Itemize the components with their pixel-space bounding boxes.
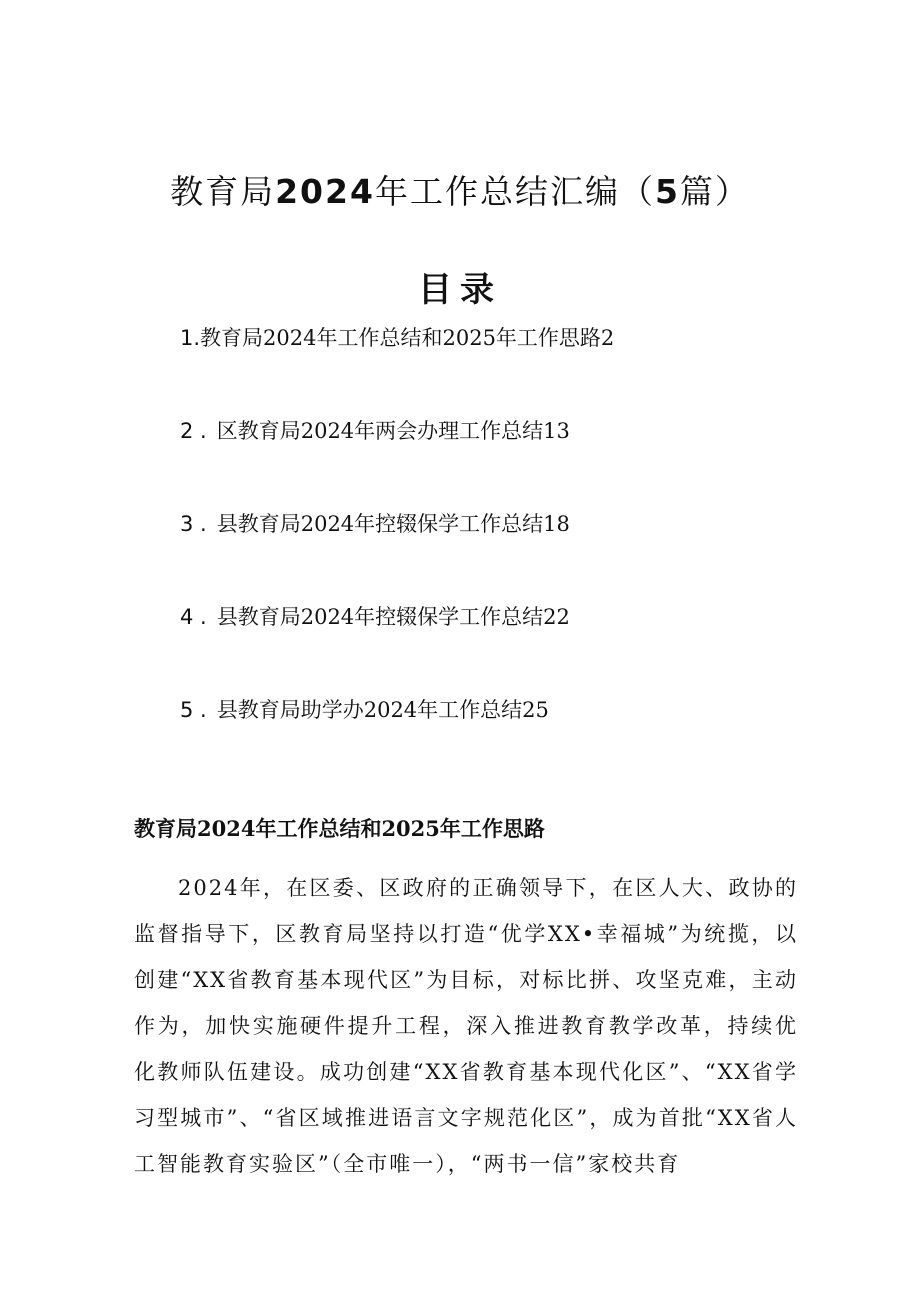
toc-item-text: 县教育局助学办2024年工作总结25 — [216, 698, 549, 722]
toc-item-5[interactable] — [180, 690, 880, 783]
toc-item-number: 4 . — [180, 605, 207, 629]
toc-heading: 目录 — [418, 270, 502, 311]
toc-item-number: 3 . — [180, 512, 207, 536]
toc-item-2[interactable] — [180, 411, 880, 504]
toc-item-number: 1. — [180, 326, 201, 350]
title-count: 5 — [654, 172, 680, 212]
toc-item-1[interactable] — [180, 318, 880, 411]
toc-item-text: 县教育局2024年控辍保学工作总结18 — [216, 512, 570, 536]
toc-item-3[interactable] — [180, 504, 880, 597]
toc-item-number: 2 . — [180, 419, 207, 443]
title-middle: 年工作总结汇编（ — [374, 172, 655, 212]
toc-item-text: 县教育局2024年控辍保学工作总结22 — [216, 605, 570, 629]
body-paragraph: 2024年，在区委、区政府的正确领导下，在区人大、政协的监督指导下，区教育局坚持以打造“优学XX•幸福城”为统揽，以创建“XX省教育基本现代区”为目标，对标比拼、攻坚克难，主动作为，加快实施硬件提升工程，深入推进教育教学改革，持续优化教师队伍建设。成功创建“XX省教育基本现代化区”、“XX省学习型城市”、“省区域推进语言文字规范化区”，成为首批“XX省人工智能教育实验区”（全市唯一），“两书一信”家校共育 — [134, 876, 798, 1176]
section-heading: 教育局2024年工作总结和2025年工作思路 — [134, 816, 545, 841]
toc-item-4[interactable] — [180, 597, 880, 690]
table-of-contents — [180, 318, 880, 783]
document-title — [0, 168, 920, 216]
title-suffix: 篇） — [679, 172, 750, 212]
toc-item-text: 教育局2024年工作总结和2025年工作思路2 — [200, 326, 615, 350]
toc-item-number: 5 . — [180, 698, 207, 722]
title-year: 2024 — [275, 172, 375, 212]
toc-item-text: 区教育局2024年两会办理工作总结13 — [216, 419, 570, 443]
title-prefix: 教育局 — [170, 172, 276, 212]
